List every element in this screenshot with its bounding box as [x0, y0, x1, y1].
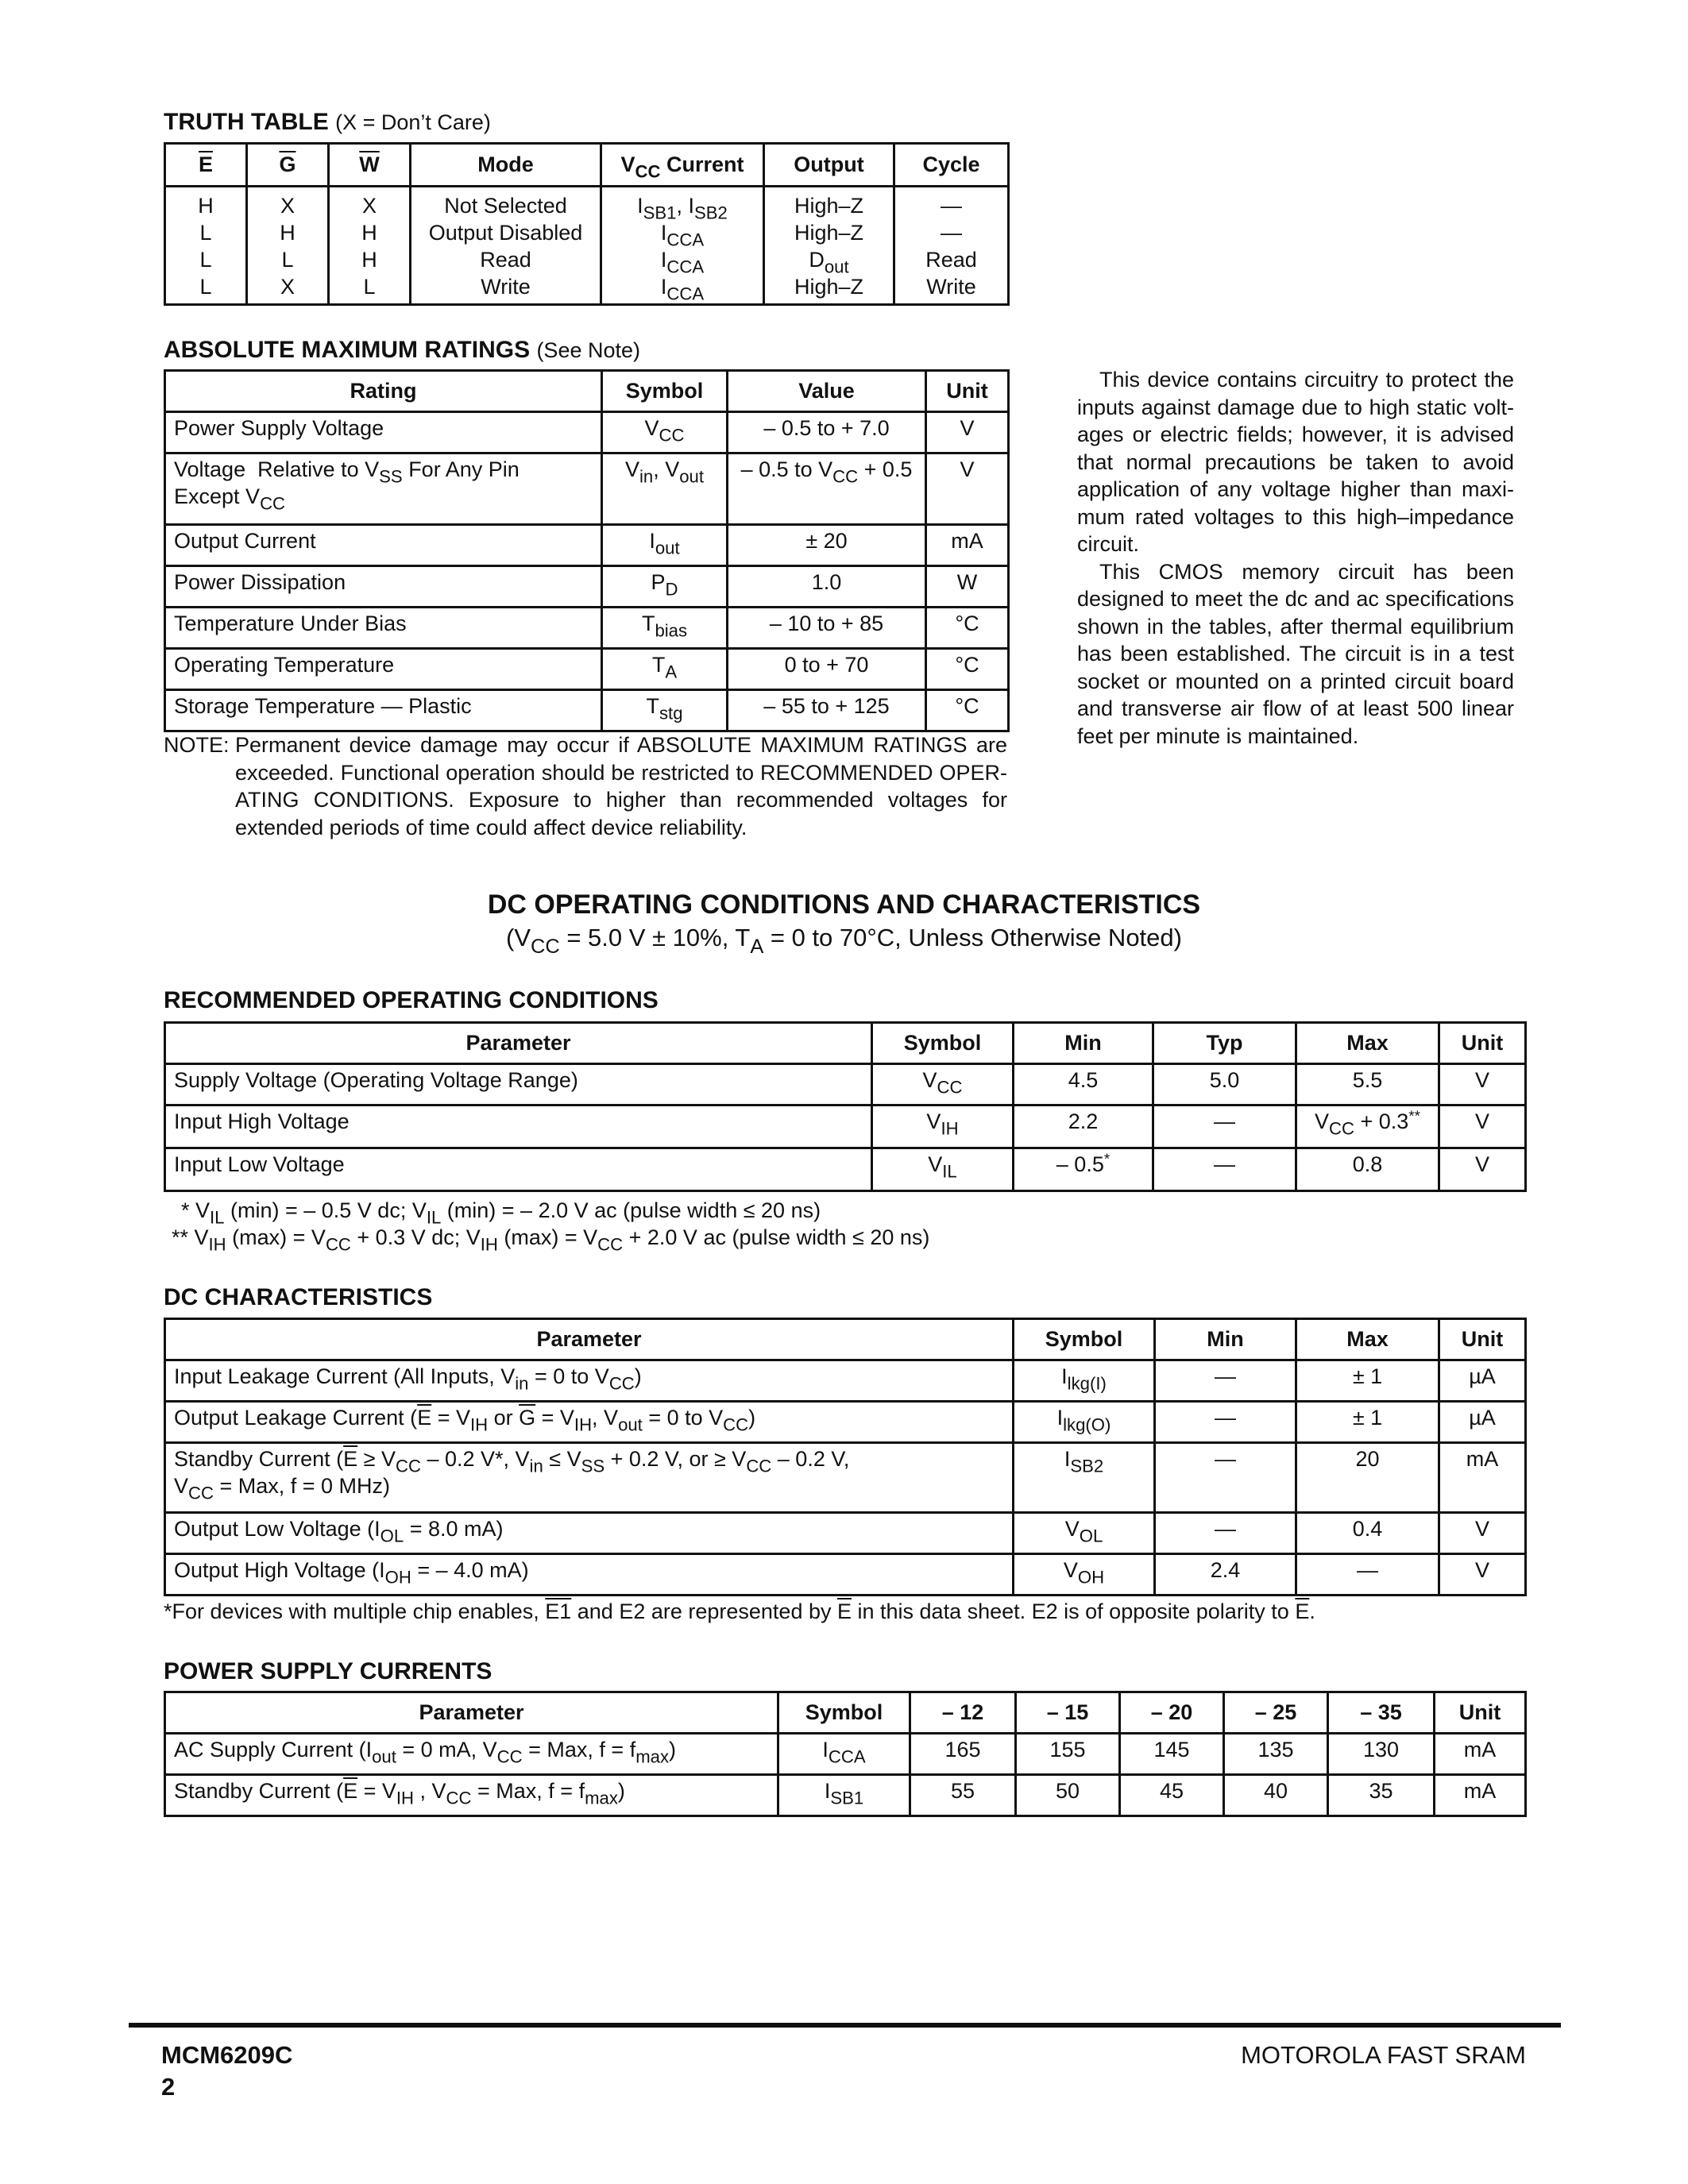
cell-max: 20	[1296, 1443, 1439, 1513]
cell-cycle: —	[894, 187, 1009, 220]
cell-e: L	[165, 219, 247, 246]
cell-max: ± 1	[1296, 1360, 1439, 1402]
cell-max: ± 1	[1296, 1402, 1439, 1443]
note-text: Permanent device damage may occur if ABSOLUTE MAXIMUM RATINGS are exceeded. Functional operation should be restricted to RECOMMENDED OPER-ATING CONDITIONS. Exposure to higher than recommended voltages for extended periods of time could affect device reliability.	[235, 733, 1007, 839]
table-row	[165, 1513, 1526, 1554]
cell-symbol: $T_{bias}$	[602, 608, 728, 649]
table-row	[165, 1775, 1526, 1816]
side-paragraph-1: This device contains circuitry to protect the inputs against damage due to high static volt-ages or electric fields; however, it is advised that normal precautions be taken to avoid application of any voltage higher than maxi-mum rated voltages to this high–impedance circuit.	[1077, 368, 1514, 556]
cell-symbol: $T_A$	[602, 649, 728, 690]
cell-min: —	[1155, 1360, 1296, 1402]
cell-value: 155	[1016, 1734, 1120, 1775]
cell-min: —	[1155, 1443, 1296, 1513]
abs-max-table	[164, 369, 1010, 732]
table-row	[165, 1402, 1526, 1443]
header-g: $\overline{G}$	[247, 144, 329, 187]
header-min: Min	[1014, 1023, 1153, 1064]
cell-mode: Not Selected	[411, 187, 601, 220]
header-rating: Rating	[165, 371, 602, 412]
cell-value: 50	[1016, 1775, 1120, 1816]
cell-cycle: Write	[894, 273, 1009, 305]
rec-op-table	[164, 1021, 1527, 1192]
cell-e: L	[165, 246, 247, 273]
cell-symbol: $V_{in}$, $V_{out}$	[602, 453, 728, 525]
cell-value: ± 20	[728, 525, 926, 566]
cell-parameter: Standby Current ($\overline{E} = V_{IH}$ , $V_{CC}$ = Max, $f = f_{max}$)	[165, 1775, 778, 1816]
cell-unit: µA	[1439, 1402, 1526, 1443]
table-row	[165, 1443, 1526, 1513]
cell-typ: 5.0	[1153, 1064, 1296, 1106]
rec-op-footnote-1: * $V_{IL}$ (min) = – 0.5 V dc; $V_{IL}$ (min) = – 2.0 V ac (pulse width ≤ 20 ns)	[181, 1198, 821, 1228]
cell-value: 55	[910, 1775, 1016, 1816]
cell-parameter: Standby Current ($\overline{E} \ge V_{CC} - 0.2$ V*, $V_{in} \le V_{SS} + 0.2$ V, or ≥ $V_{CC} - 0.2$ V, $V_{CC}$ = Max, f = 0 MHz)	[165, 1443, 1014, 1513]
cell-value: – 0.5 to $V_{CC} + 0.5$	[728, 453, 926, 525]
header-20: – 20	[1120, 1692, 1224, 1734]
cell-cycle: —	[894, 219, 1009, 246]
cell-unit: °C	[926, 649, 1009, 690]
header-max: Max	[1296, 1023, 1439, 1064]
table-row	[165, 453, 1009, 525]
cell-unit: °C	[926, 690, 1009, 731]
cell-g: L	[247, 246, 329, 273]
header-parameter: Parameter	[165, 1692, 778, 1734]
cell-value: 135	[1224, 1734, 1328, 1775]
rec-op-footnote-2: ** $V_{IH}$ $(\max) = V_{CC} + 0.3$ V dc; $V_{IH}$ $(\max) = V_{CC} + 2.0$ V ac (pulse width ≤ 20 ns)	[172, 1225, 930, 1255]
cell-value: – 0.5 to + 7.0	[728, 412, 926, 453]
side-paragraph-2: This CMOS memory circuit has been designed to meet the dc and ac specifications shown in the tables, after thermal equilibrium has been established. The circuit is in a test socket or mounted on a printed circuit board and transverse air flow of at least 500 linear feet per minute is maintained.	[1077, 559, 1514, 748]
cell-unit: mA	[1439, 1443, 1526, 1513]
header-max: Max	[1296, 1319, 1439, 1360]
dc-heading-conditions: ($V_{CC} = 5.0$ V ± 10%, $T_A = 0$ to 70°C, Unless Otherwise Noted)	[506, 924, 1182, 958]
cell-g: X	[247, 187, 329, 220]
cell-mode: Read	[411, 246, 601, 273]
cell-unit: mA	[926, 525, 1009, 566]
cell-symbol: $V_{CC}$	[602, 412, 728, 453]
cell-symbol: $I_{SB1}$	[778, 1775, 910, 1816]
cell-parameter: Output Leakage Current ($\overline{E} = V_{IH}$ or $\overline{G} = V_{IH}$, $V_{out} = 0$ to $V_{CC}$)	[165, 1402, 1014, 1443]
cell-output: High–Z	[764, 273, 894, 305]
abs-max-note	[164, 731, 1007, 841]
cell-unit: µA	[1439, 1360, 1526, 1402]
abs-max-subtitle: (See Note)	[536, 338, 640, 362]
footer-rule	[129, 2023, 1561, 2028]
header-15: – 15	[1016, 1692, 1120, 1734]
cell-output: High–Z	[764, 219, 894, 246]
cell-typ: —	[1153, 1148, 1296, 1191]
cell-e: L	[165, 273, 247, 305]
dc-char-title: DC CHARACTERISTICS	[164, 1284, 433, 1310]
cell-value: – 55 to + 125	[728, 690, 926, 731]
footer-part-number: MCM6209C	[161, 2041, 293, 2069]
header-vcc-current: $V_{CC}$ Current	[601, 144, 764, 187]
cell-current: $I_{CCA}$	[601, 246, 764, 273]
cell-unit: V	[1439, 1064, 1526, 1106]
header-25: – 25	[1224, 1692, 1328, 1734]
cell-symbol: $V_{CC}$	[872, 1064, 1014, 1106]
cell-mode: Output Disabled	[411, 219, 601, 246]
cell-symbol: $I_{CCA}$	[778, 1734, 910, 1775]
cell-g: H	[247, 219, 329, 246]
table-row	[165, 412, 1009, 453]
table-row	[165, 1734, 1526, 1775]
dc-heading-title: DC OPERATING CONDITIONS AND CHARACTERISTICS	[487, 889, 1201, 920]
cell-symbol: $T_{stg}$	[602, 690, 728, 731]
cell-output: $D_{out}$	[764, 246, 894, 273]
cell-current: $I_{CCA}$	[601, 219, 764, 246]
cell-rating: Storage Temperature — Plastic	[165, 690, 602, 731]
header-symbol: Symbol	[602, 371, 728, 412]
table-row	[165, 1360, 1526, 1402]
cell-current: $I_{CCA}$	[601, 273, 764, 305]
header-unit: Unit	[1439, 1023, 1526, 1064]
cell-value: 35	[1328, 1775, 1435, 1816]
cell-unit: mA	[1435, 1775, 1526, 1816]
truth-table-subtitle: (X = Don’t Care)	[335, 110, 491, 134]
cell-max: 5.5	[1296, 1064, 1439, 1106]
cell-parameter: Supply Voltage (Operating Voltage Range)	[165, 1064, 872, 1106]
truth-table-title-text: TRUTH TABLE	[164, 109, 329, 135]
cell-rating: Power Supply Voltage	[165, 412, 602, 453]
table-row	[165, 1064, 1526, 1106]
truth-table-header	[165, 144, 1009, 187]
dc-char-table	[164, 1318, 1527, 1596]
table-row	[165, 1106, 1526, 1148]
header-mode: Mode	[411, 144, 601, 187]
footer-page-number: 2	[161, 2073, 176, 2101]
cell-parameter: Input Leakage Current (All Inputs, $V_{in} = 0$ to $V_{CC}$)	[165, 1360, 1014, 1402]
cell-max: 0.8	[1296, 1148, 1439, 1191]
cell-unit: V	[1439, 1554, 1526, 1596]
header-symbol: Symbol	[1014, 1319, 1155, 1360]
header-symbol: Symbol	[778, 1692, 910, 1734]
cell-w: H	[329, 246, 411, 273]
table-row	[165, 525, 1009, 566]
footer-brand: MOTOROLA FAST SRAM	[1241, 2041, 1526, 2069]
cell-value: 40	[1224, 1775, 1328, 1816]
table-row	[165, 219, 1009, 246]
cell-value: 165	[910, 1734, 1016, 1775]
cell-min: 4.5	[1014, 1064, 1153, 1106]
cell-rating: Voltage Relative to $V_{SS}$ For Any Pin Except $V_{CC}$	[165, 453, 602, 525]
cell-value: 45	[1120, 1775, 1224, 1816]
header-unit: Unit	[1435, 1692, 1526, 1734]
power-header	[165, 1692, 1526, 1734]
table-row	[165, 566, 1009, 608]
cell-value: 1.0	[728, 566, 926, 608]
cell-rating: Temperature Under Bias	[165, 608, 602, 649]
cell-unit: V	[926, 453, 1009, 525]
cell-value: – 10 to + 85	[728, 608, 926, 649]
cell-symbol: $V_{OH}$	[1014, 1554, 1155, 1596]
cell-parameter: Input High Voltage	[165, 1106, 872, 1148]
header-typ: Typ	[1153, 1023, 1296, 1064]
table-row	[165, 649, 1009, 690]
dc-char-footnote: *For devices with multiple chip enables, E1 and E2 are represented by $\overline{E}$ in this data sheet. E2 is of opposite polarity to $\overline{E}$.	[164, 1599, 1315, 1623]
header-35: – 35	[1328, 1692, 1435, 1734]
cell-rating: Operating Temperature	[165, 649, 602, 690]
cell-min: – 0.5*	[1014, 1148, 1153, 1191]
cell-symbol: $I_{lkg(O)}$	[1014, 1402, 1155, 1443]
cell-typ: —	[1153, 1106, 1296, 1148]
truth-table	[164, 142, 1010, 306]
cell-w: L	[329, 273, 411, 305]
header-12: – 12	[910, 1692, 1016, 1734]
cell-max: $V_{CC} + 0.3^{**}$	[1296, 1106, 1439, 1148]
power-table	[164, 1691, 1527, 1817]
power-title: POWER SUPPLY CURRENTS	[164, 1658, 492, 1684]
cell-min: —	[1155, 1402, 1296, 1443]
header-parameter: Parameter	[165, 1319, 1014, 1360]
cell-value: 130	[1328, 1734, 1435, 1775]
cell-unit: mA	[1435, 1734, 1526, 1775]
header-symbol: Symbol	[872, 1023, 1014, 1064]
table-row	[165, 1148, 1526, 1191]
cell-w: H	[329, 219, 411, 246]
cell-g: X	[247, 273, 329, 305]
cell-unit: V	[1439, 1106, 1526, 1148]
cell-parameter: Output High Voltage ($I_{OH}$ = – 4.0 mA)	[165, 1554, 1014, 1596]
rec-op-header	[165, 1023, 1526, 1064]
cell-unit: °C	[926, 608, 1009, 649]
cell-symbol: $V_{IL}$	[872, 1148, 1014, 1191]
header-w: $\overline{W}$	[329, 144, 411, 187]
cell-parameter: Output Low Voltage ($I_{OL} = 8.0$ mA)	[165, 1513, 1014, 1554]
header-unit: Unit	[1439, 1319, 1526, 1360]
cell-cycle: Read	[894, 246, 1009, 273]
header-parameter: Parameter	[165, 1023, 872, 1064]
rec-op-title: RECOMMENDED OPERATING CONDITIONS	[164, 987, 659, 1013]
cell-min: 2.4	[1155, 1554, 1296, 1596]
side-text	[1077, 366, 1514, 750]
cell-min: 2.2	[1014, 1106, 1153, 1148]
cell-mode: Write	[411, 273, 601, 305]
cell-value: 0 to + 70	[728, 649, 926, 690]
abs-max-header	[165, 371, 1009, 412]
cell-max: 0.4	[1296, 1513, 1439, 1554]
cell-rating: Output Current	[165, 525, 602, 566]
cell-symbol: $I_{SB2}$	[1014, 1443, 1155, 1513]
table-row	[165, 608, 1009, 649]
header-cycle: Cycle	[894, 144, 1009, 187]
cell-e: H	[165, 187, 247, 220]
cell-symbol: $P_D$	[602, 566, 728, 608]
cell-value: 145	[1120, 1734, 1224, 1775]
cell-parameter: Input Low Voltage	[165, 1148, 872, 1191]
cell-max: —	[1296, 1554, 1439, 1596]
cell-unit: W	[926, 566, 1009, 608]
cell-symbol: $V_{OL}$	[1014, 1513, 1155, 1554]
cell-output: High–Z	[764, 187, 894, 220]
abs-max-title-text: ABSOLUTE MAXIMUM RATINGS	[164, 337, 531, 363]
header-output: Output	[764, 144, 894, 187]
cell-symbol: $I_{out}$	[602, 525, 728, 566]
header-unit: Unit	[926, 371, 1009, 412]
cell-unit: V	[1439, 1513, 1526, 1554]
truth-table-title	[164, 108, 491, 137]
cell-rating: Power Dissipation	[165, 566, 602, 608]
table-row	[165, 187, 1009, 220]
cell-unit: V	[1439, 1148, 1526, 1191]
header-e: $\overline{E}$	[165, 144, 247, 187]
cell-unit: V	[926, 412, 1009, 453]
table-row	[165, 690, 1009, 731]
abs-max-title	[164, 336, 640, 365]
cell-w: X	[329, 187, 411, 220]
note-label: NOTE:	[164, 733, 230, 757]
table-row	[165, 273, 1009, 305]
cell-symbol: $V_{IH}$	[872, 1106, 1014, 1148]
dc-char-header	[165, 1319, 1526, 1360]
table-row	[165, 1554, 1526, 1596]
header-min: Min	[1155, 1319, 1296, 1360]
header-value: Value	[728, 371, 926, 412]
cell-min: —	[1155, 1513, 1296, 1554]
cell-symbol: $I_{lkg(I)}$	[1014, 1360, 1155, 1402]
table-row	[165, 246, 1009, 273]
cell-parameter: AC Supply Current ($I_{out} = 0$ mA, $V_{CC}$ = Max, $f = f_{max}$)	[165, 1734, 778, 1775]
cell-current: $I_{SB1}$, $I_{SB2}$	[601, 187, 764, 220]
